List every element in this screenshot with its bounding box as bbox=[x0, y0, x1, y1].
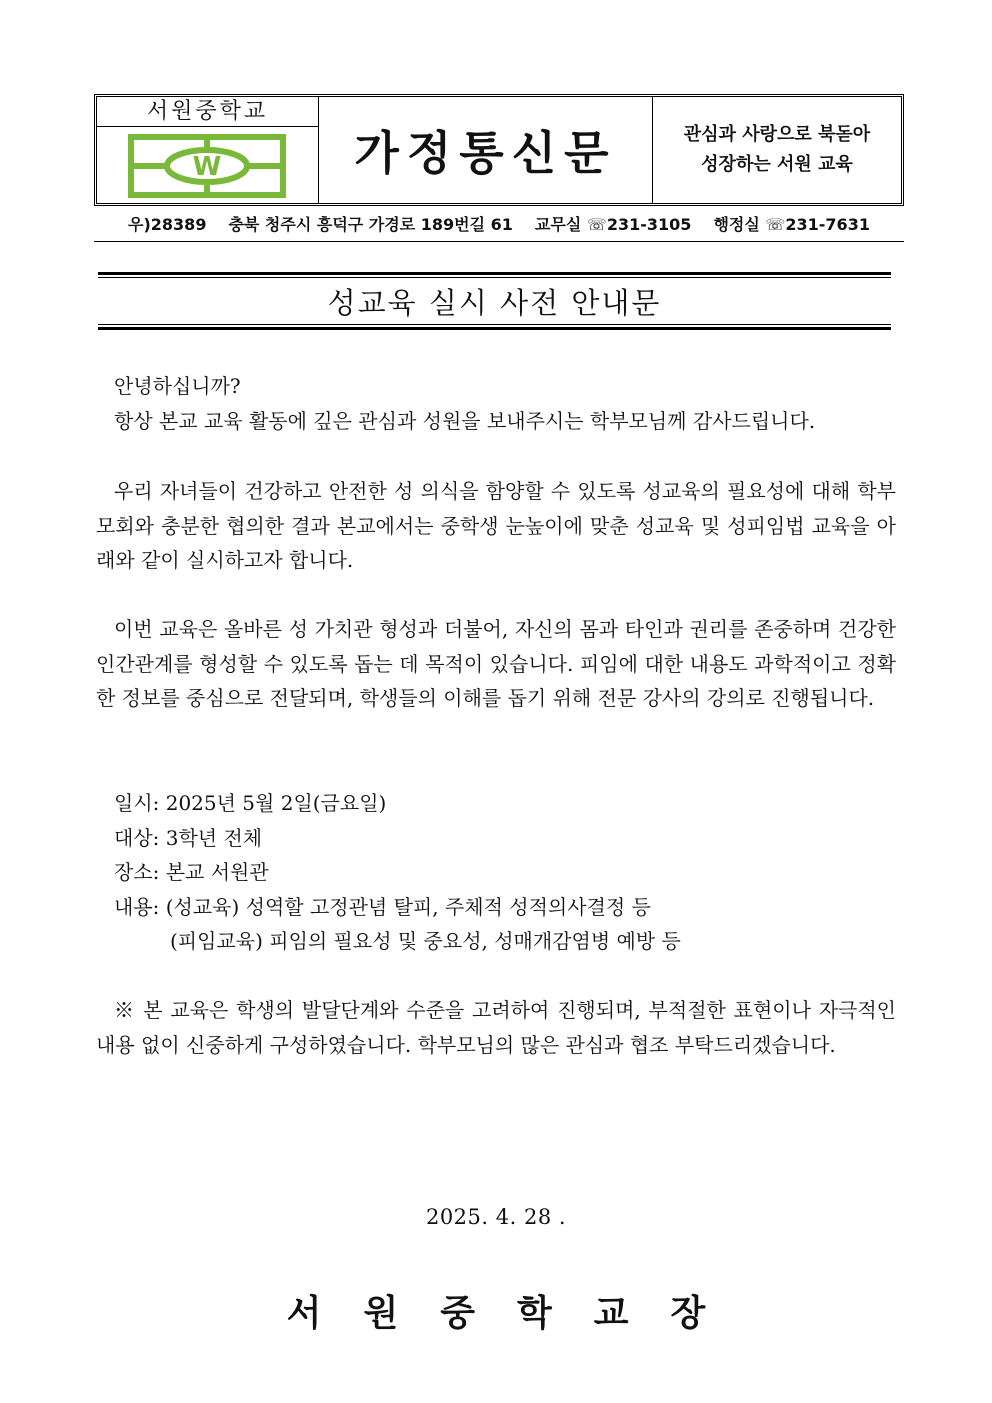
paragraph-1: 우리 자녀들이 건강하고 안전한 성 의식을 함양할 수 있도록 성교육의 필요성에 대해 학부모회와 충분한 협의한 결과 본교에서는 중학생 눈높이에 맞춘 성교육 및 성피임법 교육을 아래와 같이 실시하고자 합니다. bbox=[96, 479, 896, 572]
newsletter-title: 가정통신문 bbox=[354, 126, 617, 180]
svg-text:W: W bbox=[192, 152, 222, 182]
detail-content-1: 내용: (성교육) 성역할 고정관념 탈피, 주체적 성적의사결정 등 bbox=[114, 894, 651, 919]
detail-content-2: (피임교육) 피임의 필요성 및 중요성, 성매개감염병 예방 등 bbox=[170, 929, 681, 953]
postal-code: 우)28389 bbox=[128, 215, 207, 234]
detail-target: 대상: 3학년 전체 bbox=[114, 825, 263, 850]
motto-cell bbox=[653, 97, 901, 203]
subject-box bbox=[98, 272, 891, 330]
phone-office: 교무실 ☏231-3105 bbox=[534, 215, 692, 234]
detail-place: 장소: 본교 서원관 bbox=[114, 860, 269, 884]
school-cell bbox=[97, 97, 319, 203]
greeting: 안녕하십니까? bbox=[114, 374, 241, 398]
details-list bbox=[114, 786, 681, 959]
paragraph-2: 이번 교육은 올바른 성 가치관 형성과 더불어, 자신의 몸과 타인과 권리를 존중하며 건강한 인간관계를 형성할 수 있도록 돕는 데 목적이 있습니다. 피임에 대한 내용도 과학적이고 정확한 정보를 중심으로 전달되며, 학생들의 이해를 돕기 위해 전문 강사의 강의로 진행됩니다. bbox=[96, 617, 896, 710]
motto-line-1: 관심과 사랑으로 북돋아 bbox=[683, 124, 871, 145]
address-bar bbox=[94, 206, 904, 242]
letterhead bbox=[94, 94, 904, 206]
phone-admin: 행정실 ☏231-7631 bbox=[713, 215, 870, 234]
greeting-block bbox=[96, 369, 896, 438]
motto-line-2: 성장하는 서원 교육 bbox=[701, 154, 853, 175]
street-address: 충북 청주시 흥덕구 가경로 189번길 61 bbox=[228, 215, 513, 234]
subject-title: 성교육 실시 사전 안내문 bbox=[327, 285, 662, 320]
school-name: 서원중학교 bbox=[97, 97, 318, 127]
notice-block bbox=[96, 993, 896, 1062]
detail-when: 일시: 2025년 5월 2일(금요일) bbox=[114, 791, 387, 815]
issue-date: 2025. 4. 28 . bbox=[425, 1205, 567, 1229]
paragraph-objective bbox=[96, 612, 896, 716]
paragraph-purpose bbox=[96, 474, 896, 578]
title-cell bbox=[319, 97, 653, 203]
principal-signature: 서원중학교장 bbox=[286, 1293, 748, 1334]
notice: ※ 본 교육은 학생의 발달단계와 수준을 고려하여 진행되며, 부적절한 표현이나 자극적인 내용 없이 신중하게 구성하였습니다. 학부모님의 많은 관심과 협조 부탁드리겠습니다. bbox=[96, 998, 896, 1057]
school-logo-icon bbox=[127, 133, 287, 203]
thanks-line: 항상 본교 교육 활동에 깊은 관심과 성원을 보내주시는 학부모님께 감사드립니다. bbox=[114, 408, 816, 433]
